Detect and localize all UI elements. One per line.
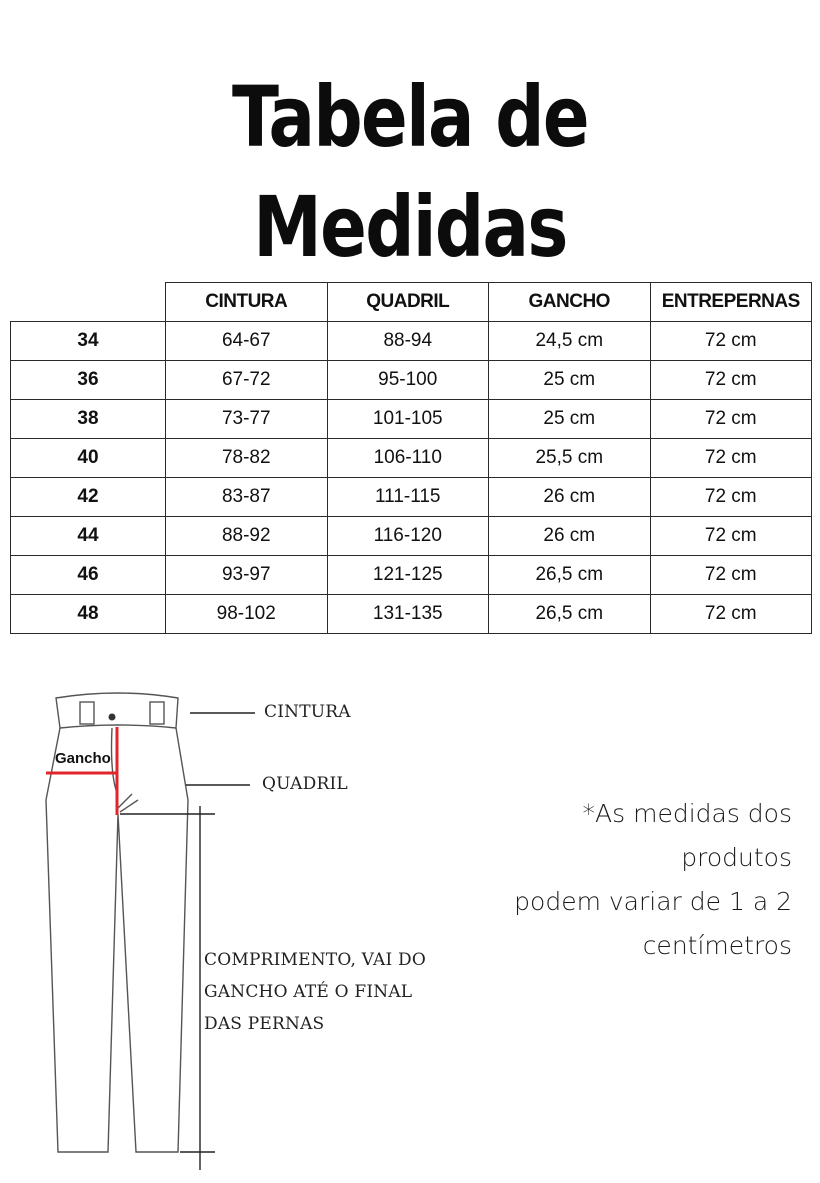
cell-entrepernas: 72 cm — [650, 478, 812, 517]
table-row — [11, 400, 812, 439]
waistband-shape — [56, 693, 178, 728]
table-header-row — [11, 283, 812, 322]
quadril-label: QUADRIL — [262, 774, 348, 794]
table-row — [11, 439, 812, 478]
fly-seam — [112, 728, 117, 790]
cell-gancho: 25 cm — [489, 400, 651, 439]
cell-entrepernas: 72 cm — [650, 517, 812, 556]
header-quadril: QUADRIL — [327, 283, 489, 322]
cell-entrepernas: 72 cm — [650, 322, 812, 361]
cell-gancho: 26 cm — [489, 517, 651, 556]
page-title: Tabela de Medidas — [232, 68, 588, 276]
header-corner — [11, 283, 166, 322]
size-table — [10, 282, 812, 634]
header-gancho: GANCHO — [489, 283, 651, 322]
length-label — [204, 944, 434, 1040]
cell-gancho: 24,5 cm — [489, 322, 651, 361]
cell-cintura: 78-82 — [166, 439, 328, 478]
pants-diagram — [0, 660, 460, 1180]
cell-quadril: 95-100 — [327, 361, 489, 400]
cell-gancho: 26 cm — [489, 478, 651, 517]
cell-size: 38 — [11, 400, 166, 439]
cintura-label: CINTURA — [264, 702, 351, 722]
pointer-lines — [120, 713, 255, 1170]
cell-cintura: 98-102 — [166, 595, 328, 634]
table-body — [11, 322, 812, 634]
length-line-2: GANCHO ATÉ O FINAL — [204, 982, 413, 1002]
cell-size: 34 — [11, 322, 166, 361]
table-row — [11, 361, 812, 400]
cell-size: 42 — [11, 478, 166, 517]
cell-cintura: 73-77 — [166, 400, 328, 439]
header-cintura: CINTURA — [166, 283, 328, 322]
header-entrepernas: ENTREPERNAS — [650, 283, 812, 322]
table-row — [11, 517, 812, 556]
cell-quadril: 121-125 — [327, 556, 489, 595]
cell-size: 36 — [11, 361, 166, 400]
button-dot — [109, 714, 116, 721]
note-line-1: *As medidas dos produtos — [582, 799, 792, 872]
measurement-note — [472, 792, 792, 968]
length-line-3: DAS PERNAS — [204, 1014, 325, 1034]
cell-quadril: 88-94 — [327, 322, 489, 361]
cell-gancho: 26,5 cm — [489, 556, 651, 595]
belt-loop-right — [150, 702, 164, 724]
cell-gancho: 25,5 cm — [489, 439, 651, 478]
cell-size: 46 — [11, 556, 166, 595]
cell-gancho: 25 cm — [489, 361, 651, 400]
table-row — [11, 556, 812, 595]
table-row — [11, 478, 812, 517]
cell-gancho: 26,5 cm — [489, 595, 651, 634]
belt-loop-left — [80, 702, 94, 724]
table-row — [11, 595, 812, 634]
crotch-fold-line-2 — [120, 800, 138, 812]
cell-entrepernas: 72 cm — [650, 595, 812, 634]
note-line-3: centímetros — [642, 931, 792, 960]
cell-cintura: 93-97 — [166, 556, 328, 595]
cell-entrepernas: 72 cm — [650, 361, 812, 400]
cell-quadril: 101-105 — [327, 400, 489, 439]
cell-entrepernas: 72 cm — [650, 556, 812, 595]
length-line-1: COMPRIMENTO, VAI DO — [204, 950, 426, 970]
cell-size: 44 — [11, 517, 166, 556]
cell-cintura: 67-72 — [166, 361, 328, 400]
cell-cintura: 83-87 — [166, 478, 328, 517]
cell-quadril: 116-120 — [327, 517, 489, 556]
cell-size: 48 — [11, 595, 166, 634]
cell-entrepernas: 72 cm — [650, 439, 812, 478]
cell-quadril: 106-110 — [327, 439, 489, 478]
cell-quadril: 131-135 — [327, 595, 489, 634]
cell-size: 40 — [11, 439, 166, 478]
table-row — [11, 322, 812, 361]
gancho-markers — [46, 727, 117, 815]
cell-cintura: 88-92 — [166, 517, 328, 556]
cell-quadril: 111-115 — [327, 478, 489, 517]
note-line-2: podem variar de 1 a 2 — [514, 887, 792, 916]
gancho-label: Gancho — [55, 750, 111, 767]
cell-entrepernas: 72 cm — [650, 400, 812, 439]
cell-cintura: 64-67 — [166, 322, 328, 361]
